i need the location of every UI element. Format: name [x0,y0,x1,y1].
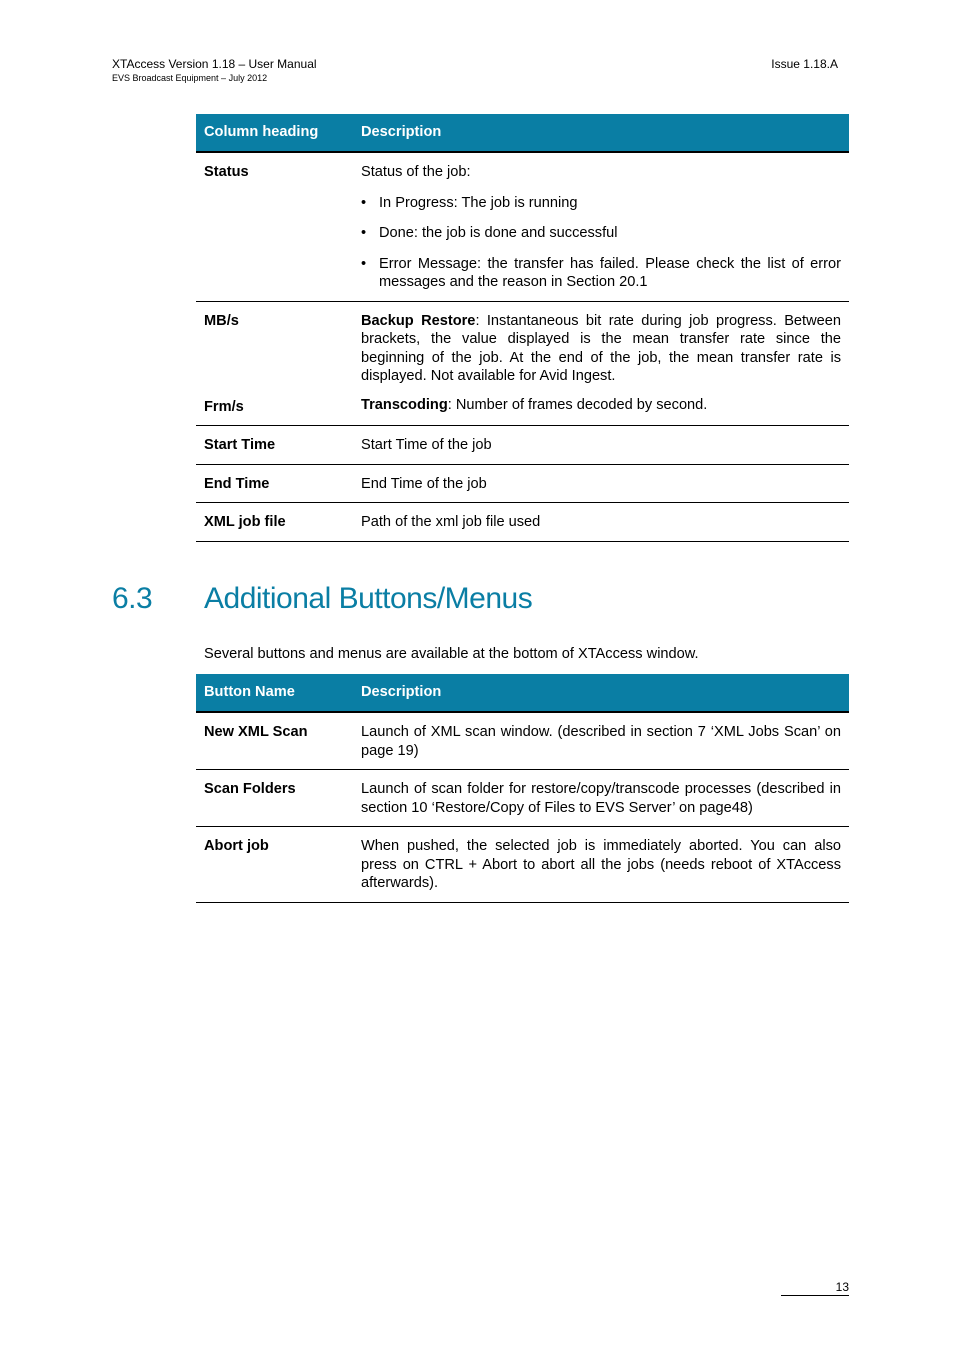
page-number: 13 [781,1279,849,1296]
table-row [196,152,849,301]
row-description: Launch of scan folder for restore/copy/transcode processes (described in section 10 ‘Restore/Copy of Files to EVS Server’ on page48) [353,770,849,827]
bold-term: Backup Restore [361,312,476,329]
status-intro: Status of the job: [361,164,471,180]
row-description: Path of the xml job file used [353,503,849,542]
column-header: Button Name [196,674,353,712]
row-description [353,152,849,301]
section-number: 6.3 [112,582,153,615]
list-item: • Done: the job is done and successful [361,224,841,243]
bold-term: Transcoding [361,396,448,413]
manual-title: XTAccess Version 1.18 – User Manual [112,57,317,71]
row-description: When pushed, the selected job is immediately aborted. You can also press on CTRL + Abort to abort all the jobs (needs reboot of XTAccess afterwards). [353,827,849,903]
row-name: Status [196,152,353,301]
row-name: MB/s [204,312,239,329]
row-name: End Time [196,464,353,503]
row-name: New XML Scan [196,712,353,770]
table-row [196,503,849,542]
row-name: XML job file [196,503,353,542]
issue-label: Issue 1.18.A [771,57,838,71]
table-header-row [196,114,849,152]
column-description-table [196,114,849,542]
row-name: Start Time [196,426,353,465]
page-header [112,57,317,84]
table-row [196,426,849,465]
list-item: • Error Message: the transfer has failed. Please check the list of error messages and the reason in Section 20.1 [361,255,841,292]
table-row [196,827,849,903]
section-intro: Several buttons and menus are available at the bottom of XTAccess window. [204,646,699,662]
table-row [196,301,849,388]
row-description: Launch of XML scan window. (described in section 7 ‘XML Jobs Scan’ on page 19) [353,712,849,770]
row-name: Scan Folders [196,770,353,827]
description-text: : Number of frames decoded by second. [447,396,708,413]
table-row [196,770,849,827]
buttons-table [196,674,849,903]
column-header: Description [353,674,849,712]
description-text: : Instantaneous bit rate during job progress. Between brackets, the value displayed is the mean transfer rate since the beginning of the job. At the end of the job, the mean transfer rate is displayed. Not available for Avid Ingest. [361,312,841,384]
status-bullet-list [361,194,841,292]
row-description: End Time of the job [353,464,849,503]
section-heading [112,578,532,620]
row-description [353,388,849,426]
row-description [353,301,849,388]
column-header: Column heading [196,114,353,152]
column-header: Description [353,114,849,152]
table-row [196,464,849,503]
manual-subtitle: EVS Broadcast Equipment – July 2012 [112,73,268,83]
row-description: Start Time of the job [353,426,849,465]
list-item: • In Progress: The job is running [361,194,841,213]
table-header-row [196,674,849,712]
table-row [196,388,849,426]
row-name: Abort job [196,827,353,903]
table-row [196,712,849,770]
row-name: Frm/s [196,388,353,426]
section-title: Additional Buttons/Menus [204,582,533,615]
